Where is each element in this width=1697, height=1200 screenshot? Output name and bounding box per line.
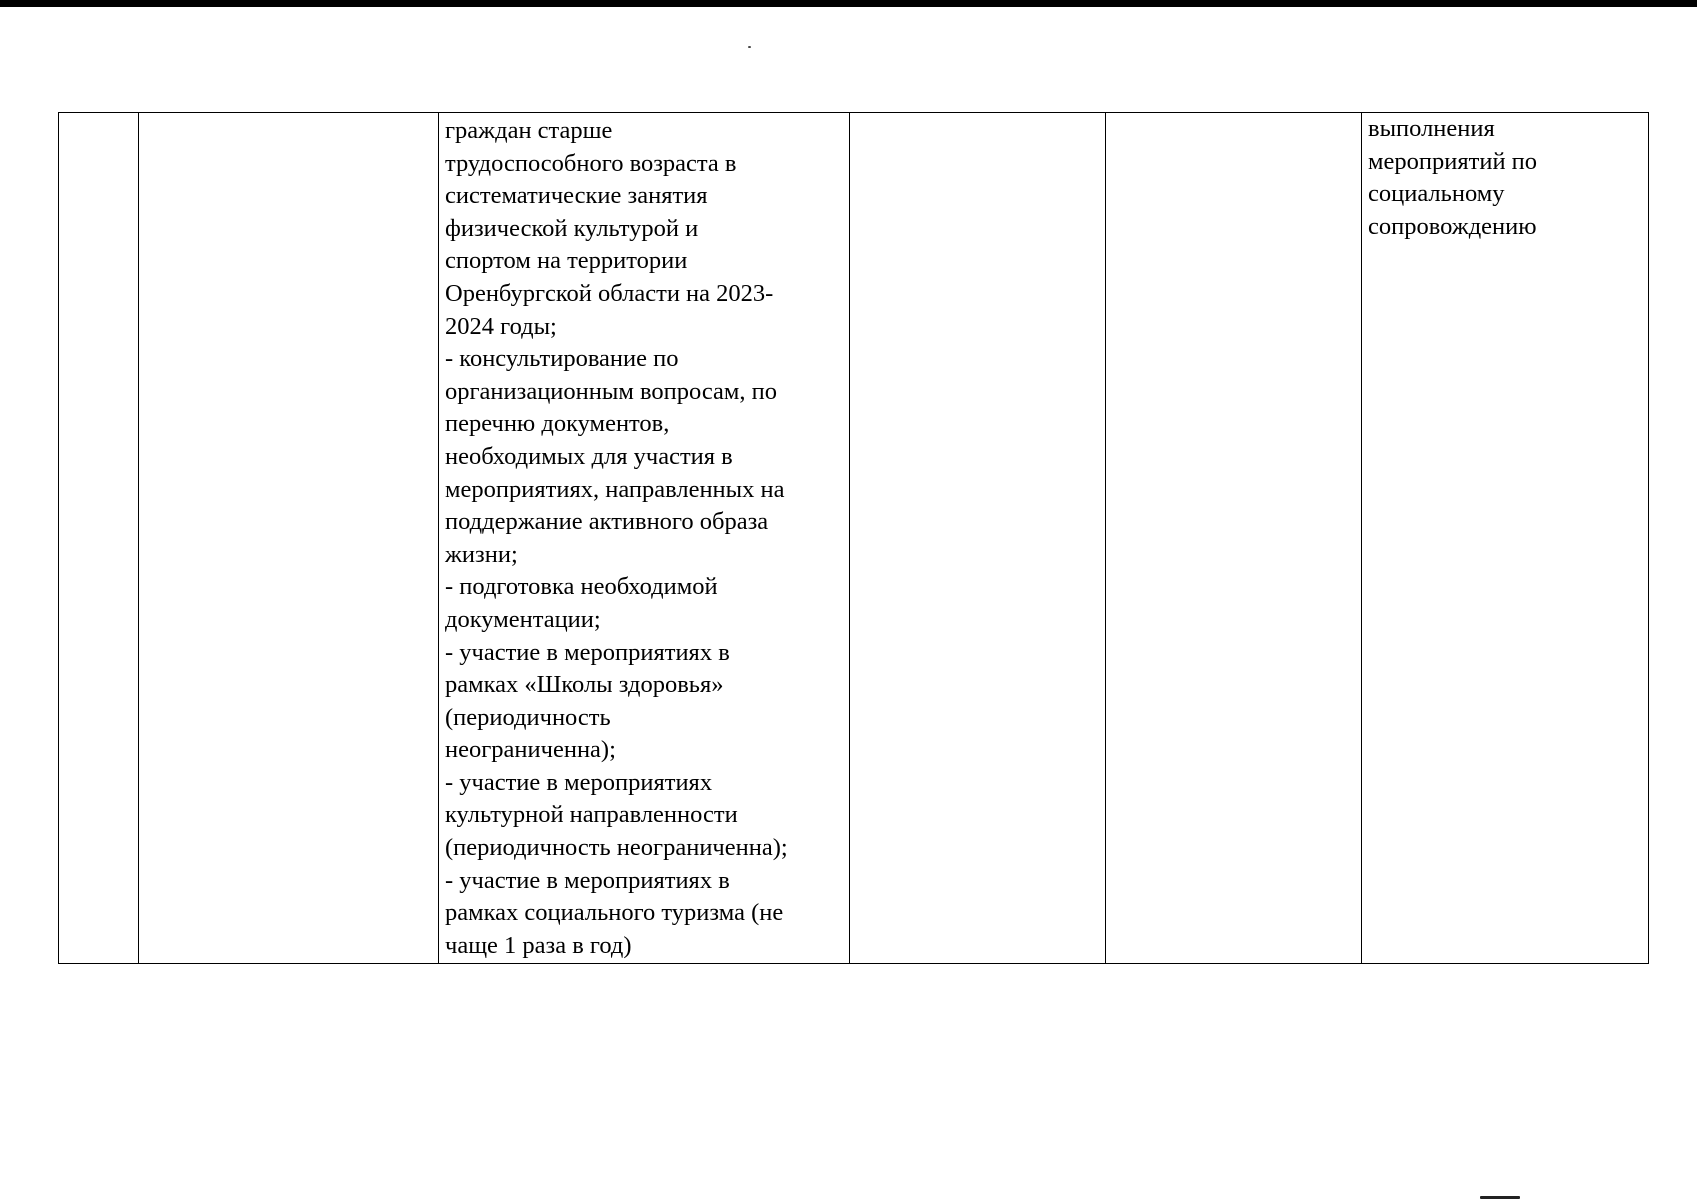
table-cell-description (439, 113, 850, 964)
document-table (58, 112, 1649, 964)
scan-top-border (0, 0, 1697, 7)
cell-text: граждан старше трудоспособного возраста в систематические занятия физической культурой и спортом на территории Оренбургской области на 2023- 2024 годы; - консультирование по организационным вопросам, по перечню документов, необходимых для участия в мероприятиях, направленных на поддержание активного образа жизни; - подготовка необходимой документации; - участие в мероприятиях в рамках «Школы здоровья» (периодичность неограниченна); - участие в мероприятиях культурной направленности (периодичность неограниченна); - участие в мероприятиях в рамках социального туризма (не чаще 1 раза в год) (445, 117, 788, 959)
scan-speck (748, 46, 751, 48)
table-cell-empty (1106, 113, 1362, 964)
table-cell-name (139, 113, 439, 964)
table-row (59, 113, 1649, 964)
scan-speck (1480, 1196, 1520, 1199)
table-cell-result (1362, 113, 1649, 964)
cell-text: выполнения мероприятий по социальному сопровождению (1368, 115, 1538, 240)
table-cell-empty (850, 113, 1106, 964)
table-cell-number (59, 113, 139, 964)
